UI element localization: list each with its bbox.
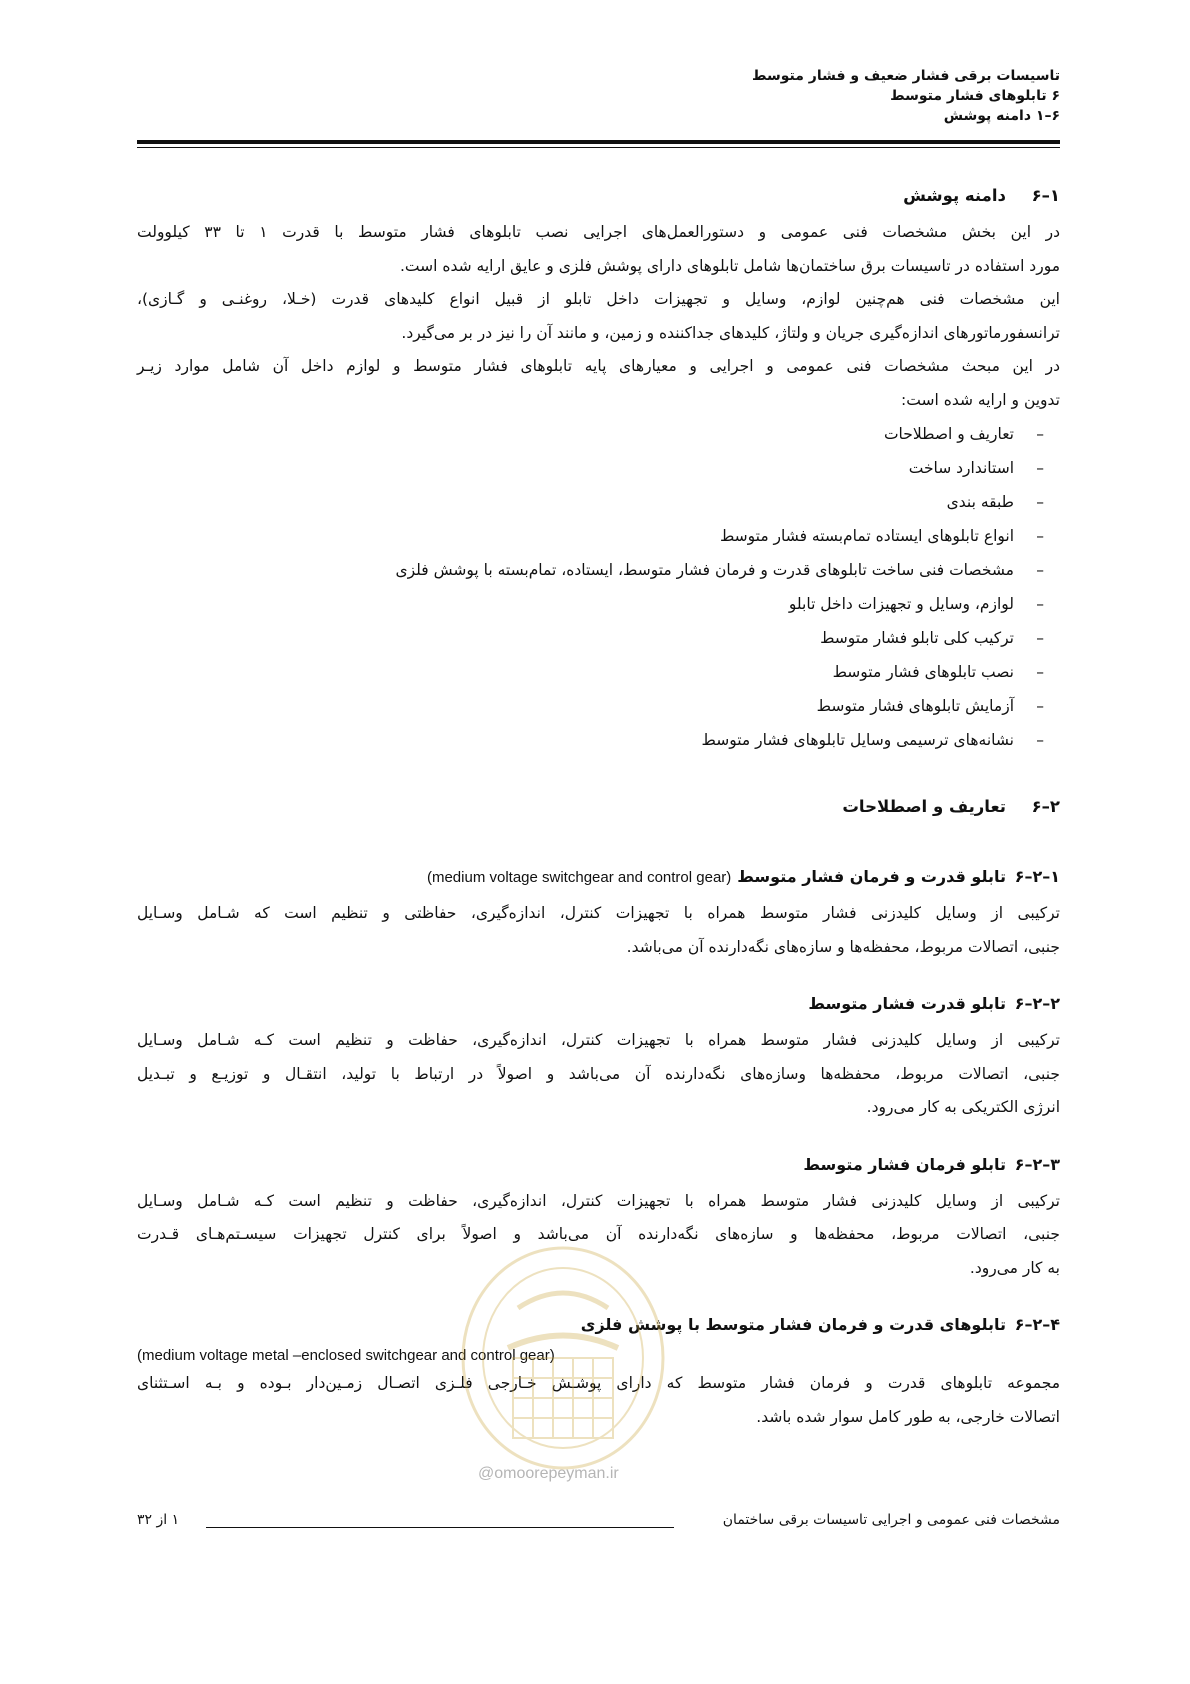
subsection-2-body xyxy=(137,1024,1060,1125)
subsection-3-title: تابلو فرمان فشار متوسط xyxy=(803,1154,1006,1174)
list-item-text: تعاریف و اصطلاحات xyxy=(883,425,1014,443)
list-item xyxy=(137,723,1060,757)
running-header xyxy=(460,66,1060,126)
header-line-3: ۶–۱ دامنه پوشش xyxy=(943,108,1060,124)
section-2-number: ۶–۲ xyxy=(1031,797,1060,816)
watermark-url: @omoorepeyman.ir xyxy=(478,1465,619,1482)
footer-title: مشخصات فنی عمومی و اجرایی تاسیسات برقی ساختمان xyxy=(722,1512,1060,1528)
scope-list xyxy=(137,417,1060,757)
list-item xyxy=(137,587,1060,621)
section-1-paragraph-3 xyxy=(137,350,1060,417)
list-item xyxy=(137,485,1060,519)
list-dash: – xyxy=(1036,493,1044,511)
section-1-paragraph-2 xyxy=(137,283,1060,350)
section-2-title: تعاریف و اصطلاحات xyxy=(842,797,1006,816)
list-dash: – xyxy=(1036,629,1044,647)
subsection-3-number: ۶–۲–۳ xyxy=(1014,1154,1060,1174)
section-1-paragraph-1 xyxy=(137,216,1060,283)
subsection-4-heading xyxy=(137,1315,1060,1345)
list-item-text: نشانه‌های ترسیمی وسایل تابلوهای فشار متوسط xyxy=(701,731,1014,749)
paragraph-line: در این مبحث مشخصات فنی عمومی و اجرایی و معیارهای پایه تابلوهای فشار متوسط و لوازم داخل آن شامل موارد زیـر xyxy=(137,357,1060,375)
subsection-1-body xyxy=(137,897,1060,964)
list-item xyxy=(137,451,1060,485)
list-dash: – xyxy=(1036,697,1044,715)
list-dash: – xyxy=(1036,527,1044,545)
header-rule-thin xyxy=(137,147,1060,148)
list-item xyxy=(137,655,1060,689)
subsection-2-heading xyxy=(137,994,1060,1024)
section-1-heading xyxy=(137,186,1060,216)
list-item xyxy=(137,689,1060,723)
paragraph-line: تدوین و ارایه شده است: xyxy=(901,390,1060,409)
list-item xyxy=(137,417,1060,451)
section-2-heading xyxy=(137,797,1060,827)
list-dash: – xyxy=(1036,459,1044,477)
list-item-text: طبقه بندی xyxy=(946,493,1014,511)
list-dash: – xyxy=(1036,561,1044,579)
subsection-4-number: ۶–۲–۴ xyxy=(1014,1315,1060,1334)
footer-rule xyxy=(206,1527,674,1528)
list-dash: – xyxy=(1036,595,1044,613)
subsection-1-title: تابلو قدرت و فرمان فشار متوسط xyxy=(737,867,1006,886)
header-line-2: ۶ تابلوهای فشار متوسط xyxy=(890,88,1060,104)
subsection-1-heading xyxy=(137,867,1060,897)
subsection-4-title: تابلوهای قدرت و فرمان فشار متوسط با پوشش فلزی xyxy=(580,1315,1006,1334)
list-item-text: نصب تابلوهای فشار متوسط xyxy=(832,663,1014,681)
header-rule-thick xyxy=(137,140,1060,144)
list-dash: – xyxy=(1036,425,1044,443)
subsection-4-body xyxy=(137,1367,1060,1434)
paragraph-line: جنبی، اتصالات مربوط، محفظه‌ها وسازه‌های نگه‌دارنده آن می‌باشد و اصولاً در ارتباط با تولید، انتقـال و توزیـع و تبـدیل xyxy=(137,1064,1060,1083)
section-1-number: ۶–۱ xyxy=(1031,186,1060,205)
paragraph-line: مورد استفاده در تاسیسات برق ساختمان‌ها شامل تابلوهای دارای پوشش فلزی و عایق ارایه شده است. xyxy=(399,256,1060,275)
paragraph-line: ترکیبی از وسایل کلیدزنی فشار متوسط همراه با تجهیزات کنترل، اندازه‌گیری، حفاظت و تنظیم است کـه شـامل وسـایل xyxy=(137,1031,1060,1049)
header-line-1: تاسیسات برقی فشار ضعیف و فشار متوسط xyxy=(751,68,1060,84)
subsection-3-body xyxy=(137,1185,1060,1286)
list-item-text: استاندارد ساخت xyxy=(908,459,1014,477)
list-item xyxy=(137,553,1060,587)
list-dash: – xyxy=(1036,731,1044,749)
subsection-1-number: ۶–۲–۱ xyxy=(1014,867,1060,886)
list-dash: – xyxy=(1036,663,1044,681)
subsection-1-english-term: (medium voltage switchgear and control gear) xyxy=(426,869,732,886)
subsection-3-heading xyxy=(137,1155,1060,1185)
paragraph-line: مجموعه تابلوهای قدرت و فرمان فشار متوسط که دارای پوشـش خـارجی فلـزی اتصـال زمـین‌دار بـوده و بـه اسـتثنای xyxy=(137,1374,1060,1392)
list-item-text: آزمایش تابلوهای فشار متوسط xyxy=(816,697,1014,715)
paragraph-line: ترکیبی از وسایل کلیدزنی فشار متوسط همراه با تجهیزات کنترل، اندازه‌گیری، حفاظت و تنظیم است کـه شـامل وسـایل xyxy=(137,1191,1060,1210)
list-item-text: ترکیب کلی تابلو فشار متوسط xyxy=(820,629,1014,647)
subsection-2-title: تابلو قدرت فشار متوسط xyxy=(808,994,1006,1013)
section-1-title: دامنه پوشش xyxy=(903,186,1006,205)
subsection-2-number: ۶–۲–۲ xyxy=(1014,994,1060,1013)
paragraph-line: به کار می‌رود. xyxy=(969,1258,1060,1277)
list-item-text: انواع تابلوهای ایستاده تمام‌بسته فشار متوسط xyxy=(719,527,1014,545)
list-item-text: لوازم، وسایل و تجهیزات داخل تابلو xyxy=(788,595,1014,613)
paragraph-line: در این بخش مشخصات فنی عمومی و دستورالعمل‌های اجرایی نصب تابلوهای فشار متوسط با قدرت ۱ تا ۳۳ کیلوولت xyxy=(137,223,1061,241)
page-number: ۱ از ۳۲ xyxy=(137,1512,180,1528)
list-item xyxy=(137,519,1060,553)
paragraph-line: ترکیبی از وسایل کلیدزنی فشار متوسط همراه با تجهیزات کنترل، اندازه‌گیری، حفاظتی و تنظیم است که شـامل وسـایل xyxy=(137,904,1060,922)
list-item xyxy=(137,621,1060,655)
paragraph-line: جنبی، اتصالات مربوط، محفظه‌ها و سازه‌های نگه‌دارنده آن می‌باشد. xyxy=(626,937,1060,956)
paragraph-line: اتصالات خارجی، به طور کامل سوار شده باشد. xyxy=(756,1407,1060,1426)
list-item-text: مشخصات فنی ساخت تابلوهای قدرت و فرمان فشار متوسط، ایستاده، تمام‌بسته با پوشش فلزی xyxy=(395,561,1014,579)
main-content xyxy=(137,186,1060,1434)
paragraph-line: جنبی، اتصالات مربوط، محفظه‌ها و سازه‌های نگه‌دارنده آن می‌باشد و اصولاً برای کنترل تجهیزات سیسـتم‌هـای قـدرت xyxy=(137,1225,1060,1243)
paragraph-line: ترانسفورماتورهای اندازه‌گیری جریان و ولتاژ، کلیدهای جداکننده و زمین، و مانند آن را نیز در بر می‌گیرد. xyxy=(401,323,1060,342)
paragraph-line: انرژی الکتریکی به کار می‌رود. xyxy=(866,1098,1060,1116)
paragraph-line: این مشخصات فنی هم‌چنین لوازم، وسایل و تجهیزات داخل تابلو از قبیل انواع کلیدهای قدرت (خـلا، روغنـی و گـازی)، xyxy=(137,290,1060,308)
subsection-4-english-term: (medium voltage metal –enclosed switchgear and control gear) xyxy=(137,1347,555,1364)
